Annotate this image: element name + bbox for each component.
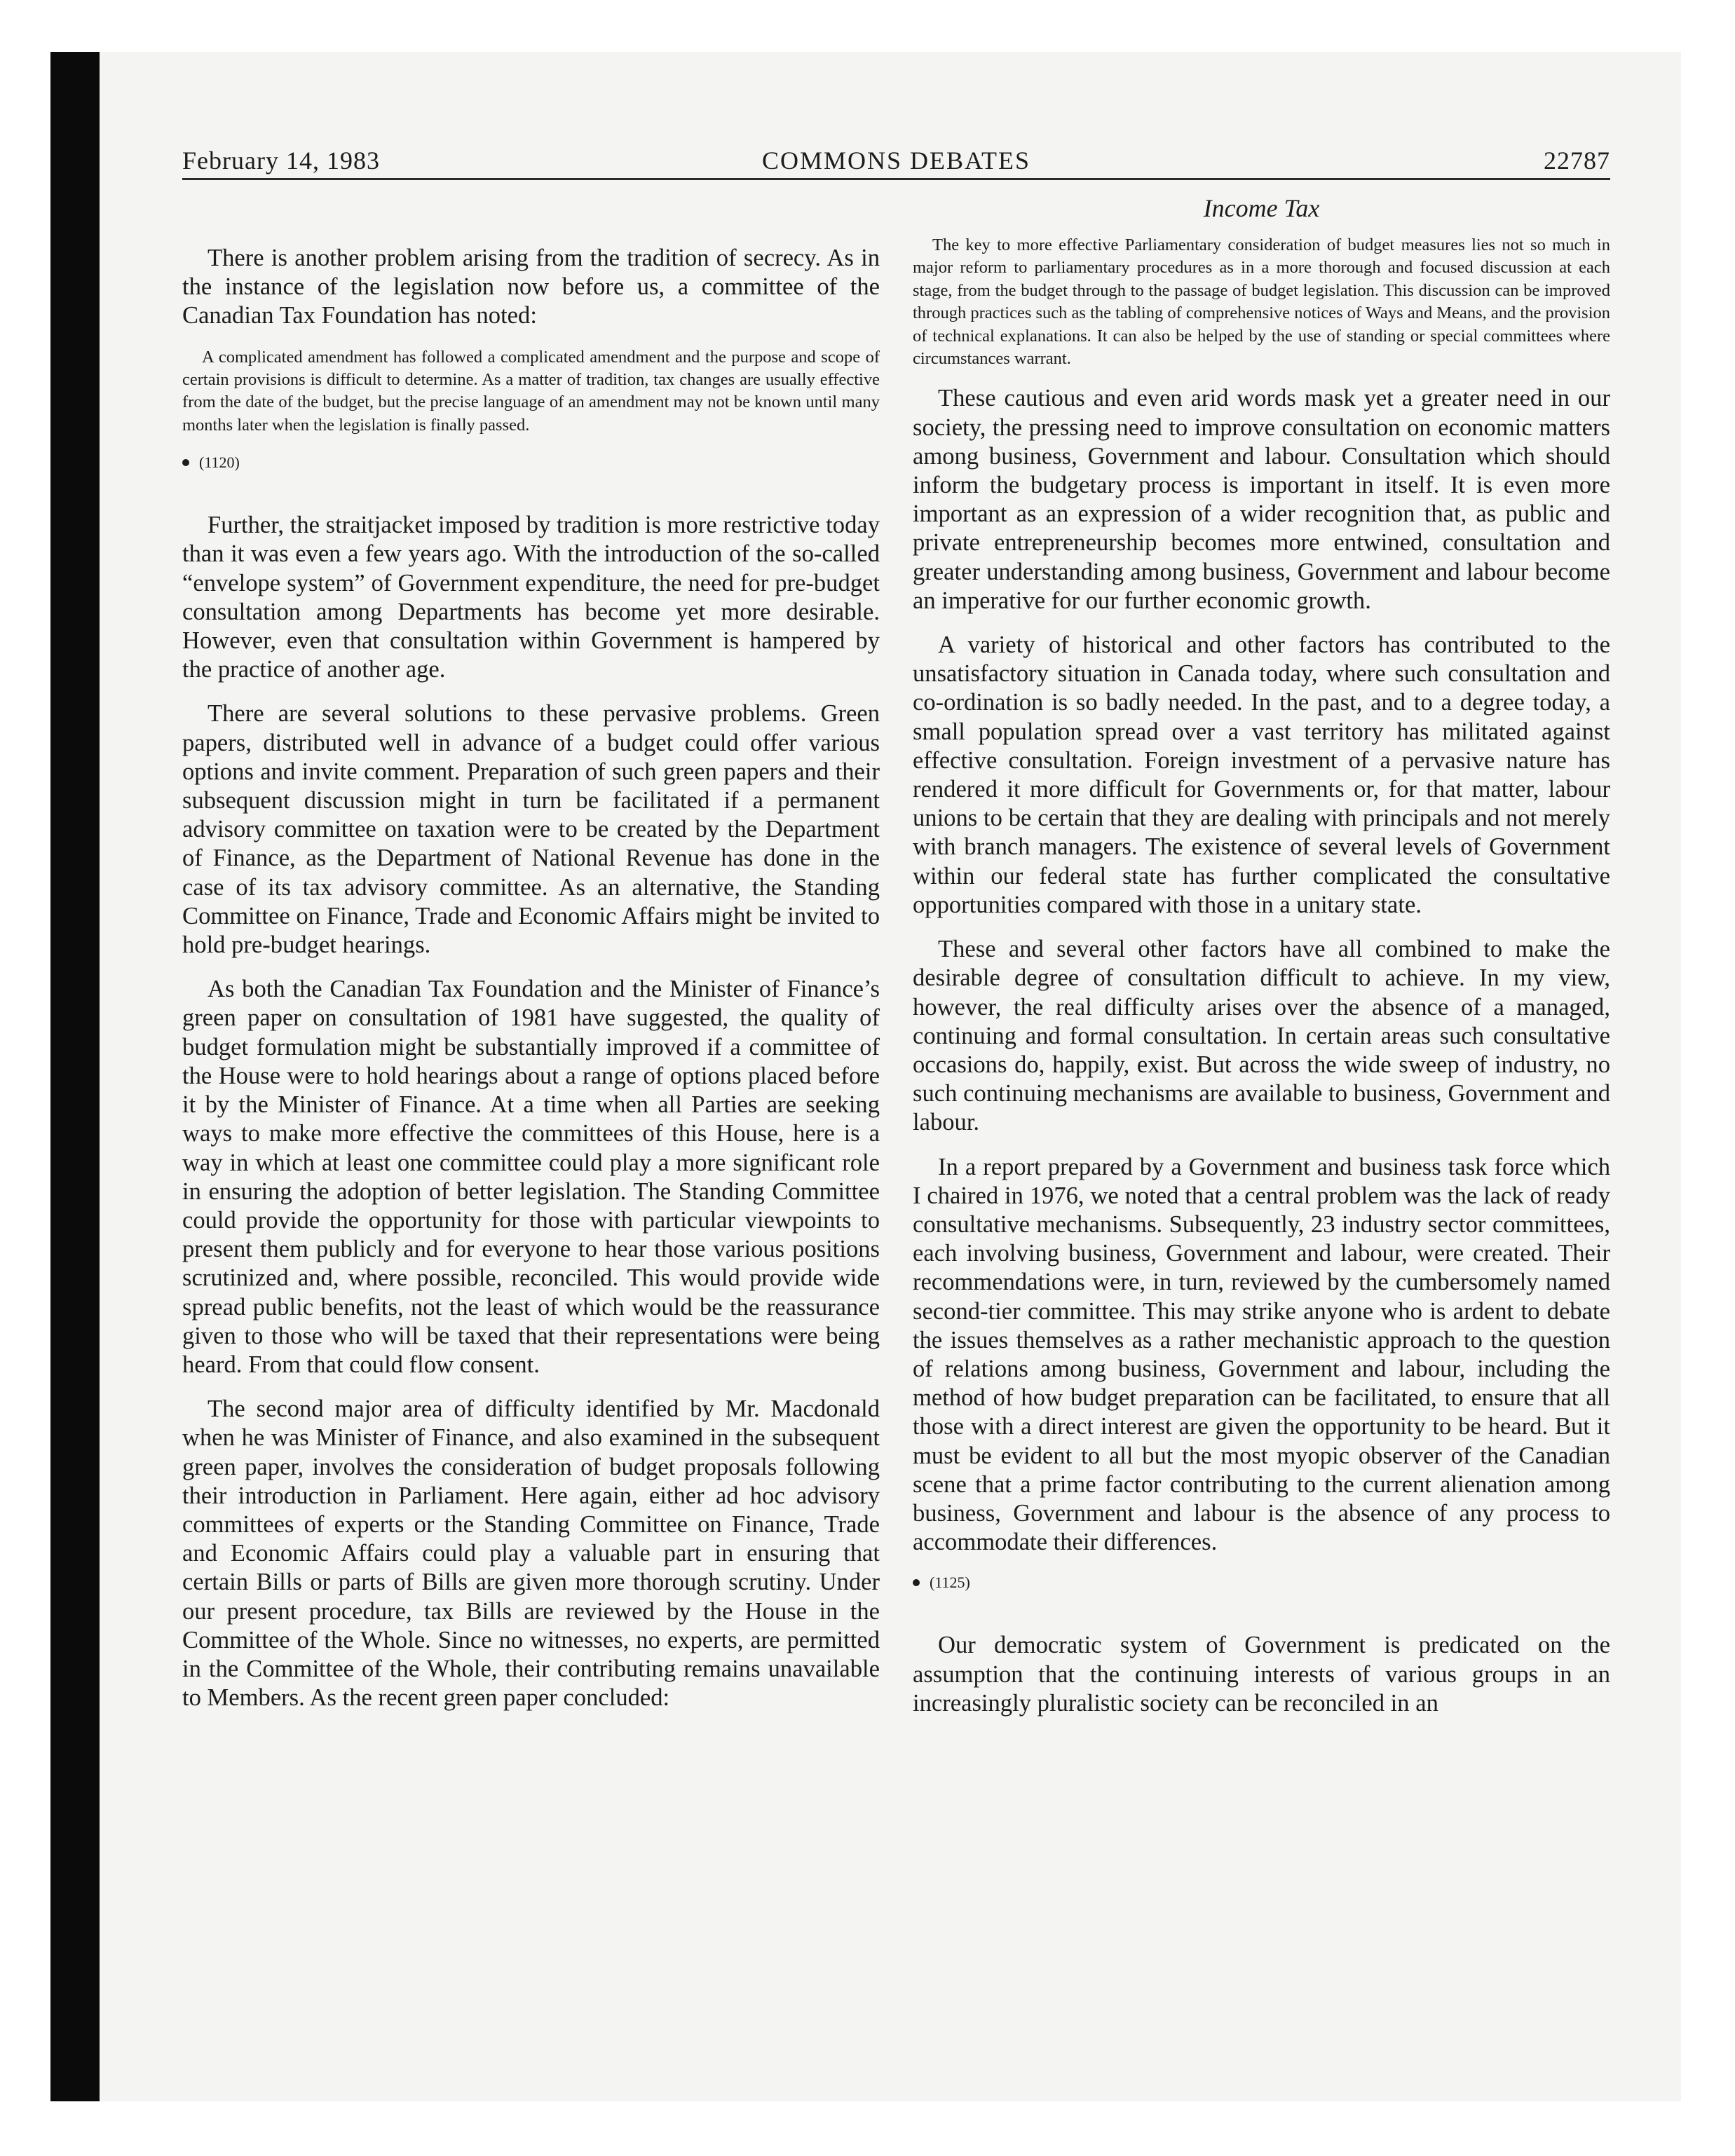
paragraph: These cautious and even arid words mask yet a greater need in our society, the pressing need to improve consultation on economic matters among business, Government and labour. Consultation which should inform the budgetary process is important in itself. It is even more important as an expression of a wider recognition that, as public and private entrepreneurship becomes more entwined, consultation and greater understanding among business, Government and labour become an imperative for our further economic growth. [913,385,1610,614]
paragraph: In a report prepared by a Government and business task force which I chaired in 1976, we noted that a central problem was the lack of ready consultative mechanisms. Subsequently, 23 industry sector committees, each involving business, Government and labour, were created. Their recommendations were, in turn, reviewed by the cumbersomely named second-tier committee. This may strike anyone who is ardent to debate the issues themselves as a rather mechanistic approach to the question of relations among business, Government and labour, including the method of how budget preparation can be facilitated, to ensure that all those with a direct interest are given the opportunity to be heard. But it must be evident to all but the most myopic observer of the Canadian scene that a prime factor contributing to the current alienation among business, Government and labour is the absence of any process to accommodate their differences. [913,1153,1610,1556]
binding-edge [50,52,100,2101]
block-quote: The key to more effective Parliamentary consideration of budget measures lies not so much in major reform to parliamentary procedures as in a more thorough and focused discussion at each stage, from the budget through to the passage of budget legislation. This discussion can be improved through practices such as the tabling of comprehensive notices of Ways and Means, and the provision of technical explanations. It can also be helped by the use of standing or special committees where circumstances warrant. [913,236,1611,369]
time-marker [182,453,880,472]
paragraph: Further, the straitjacket imposed by tradition is more restrictive today than it was even a few years ago. With the introduction of the so-called “envelope system” of Government expenditure, the need for pre-budget consultation among Departments has become yet more desirable. However, even that consultation within Government is hampered by the practice of another age. [182,512,880,683]
section-subheading: Income Tax [1203,194,1320,222]
block-quote: A complicated amendment has followed a complicated amendment and the purpose and scope of certain provisions is difficult to determine. As a matter of tradition, tax changes are usually effective from the date of the budget, but the precise language of an amendment may not be known until many months later when the legislation is finally passed. [182,347,880,435]
time-marker-label: (1125) [930,1574,970,1592]
header-page-number: 22787 [1544,146,1610,175]
time-marker [913,1574,1610,1592]
paragraph: The second major area of difficulty identified by Mr. Macdonald when he was Minister of Finance, and also examined in the subsequent green paper, involves the consideration of budget proposals following their introduction in Parliament. Here again, either ad hoc advisory committees of experts or the Standing Committee on Finance, Trade and Economic Affairs could play a valuable part in ensuring that certain Bills or parts of Bills are given more thorough scrutiny. Under our present procedure, tax Bills are reviewed by the House in the Committee of the Whole. Since no witnesses, no experts, are permitted in the Committee of the Whole, their contributing remains unavailable to Members. As the recent green paper concluded: [182,1396,880,1712]
header-title: COMMONS DEBATES [761,146,1031,175]
paragraph: There is another problem arising from the tradition of secrecy. As in the instance of the legislation now before us, a committee of the Canadian Tax Foundation has noted: [182,245,880,329]
paragraph: A variety of historical and other factors has contributed to the unsatisfactory situation in Canada today, where such consultation and co-ordination is so badly needed. In the past, and to a degree today, a small population spread over a vast territory has militated against effective consultation. Foreign investment of a pervasive nature has rendered it more difficult for Governments or, for that matter, labour unions to be certain that they are dealing with principals and not merely with branch managers. The existence of several levels of Government within our federal state has further complicated the consultative opportunities compared with those in a unitary state. [913,632,1610,918]
page-header [182,140,1610,180]
left-column [182,188,880,1728]
bullet-icon [182,459,189,466]
paragraph: There are several solutions to these pervasive problems. Green papers, distributed well in advance of a budget could offer various options and invite comment. Preparation of such green papers and their subsequent discussion might in turn be facilitated if a permanent advisory committee on taxation were to be created by the Department of Finance, as the Department of National Revenue has done in the case of its tax advisory committee. As an alternative, the Standing Committee on Finance, Trade and Economic Affairs might be invited to hold pre-budget hearings. [182,700,880,959]
time-marker-label: (1120) [199,453,240,472]
paragraph: These and several other factors have all combined to make the desirable degree of consultation difficult to achieve. In my view, however, the real difficulty arises over the absence of a managed, continuing and formal consultation. In certain areas such consultative occasions do, happily, exist. But across the wide sweep of industry, no such continuing mechanisms are available to business, Government and labour. [913,936,1610,1136]
paragraph: Our democratic system of Government is predicated on the assumption that the continuing interests of various groups in an increasingly pluralistic society can be reconciled in an [913,1632,1610,1717]
bullet-icon [913,1579,920,1586]
paragraph: As both the Canadian Tax Foundation and the Minister of Finance’s green paper on consultation of 1981 have suggested, the quality of budget formulation might be substantially improved if a committee of the House were to hold hearings about a range of options placed before it by the Minister of Finance. At a time when all Parties are seeking ways to make more effective the committees of this House, here is a way in which at least one committee could play a more significant role in ensuring the adoption of better legislation. The Standing Committee could provide the opportunity for those with particular viewpoints to present them publicly and for everyone to hear those various positions scrutinized and, where possible, reconciled. This would provide wide spread public benefits, not the least of which would be the reassurance given to those who will be taxed that their representations were being heard. From that could flow consent. [182,976,880,1378]
header-date: February 14, 1983 [182,146,380,175]
right-column [913,188,1610,1733]
